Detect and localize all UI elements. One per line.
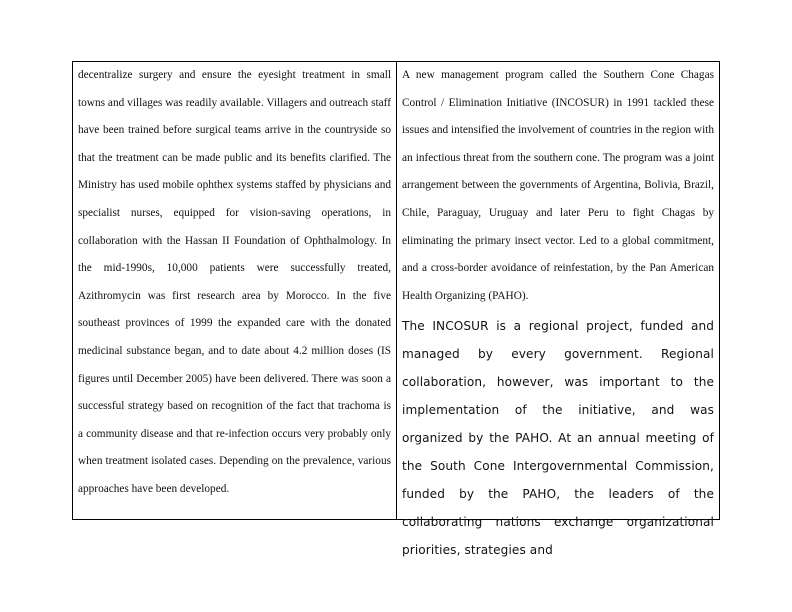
right-column-paragraph-sans: The INCOSUR is a regional project, funded and managed by every government. Regional collaboration, however, was important to the implementation of the initiative, and was organized by the PAHO. At an annual meeting of the South Cone Intergovernmental Commission, funded by the PAHO, the leaders of the collaborating nations exchange organizational priorities, strategies and	[402, 319, 714, 558]
right-column-paragraph-serif: A new management program called the Southern Cone Chagas Control / Elimination Initiative (INCOSUR) in 1991 tackled these issues and intensified the involvement of countries in the region with an infectious threat from the southern cone. The program was a joint arrangement between the governments of Argentina, Bolivia, Brazil, Chile, Paraguay, Uruguay and later Peru to fight Chagas by eliminating the primary insect vector. Led to a global commitment, and a cross-border avoidance of reinfestation, by the Pan American Health Organizing (PAHO).	[402, 69, 714, 302]
right-column-cell	[397, 62, 719, 558]
two-column-text-table	[72, 61, 720, 558]
left-column-paragraph: decentralize surgery and ensure the eyesight treatment in small towns and villages was readily available. Villagers and outreach staff have been trained before surgical teams arrive in the countryside so that the treatment can be made public and its benefits clarified. The Ministry has used mobile ophthex systems staffed by physicians and specialist nurses, equipped for vision-saving operations, in collaboration with the Hassan II Foundation of Ophthalmology. In the mid-1990s, 10,000 patients were successfully treated, Azithromycin was first research area by Morocco. In the five southeast provinces of 1999 the expanded care with the donated medicinal substance began, and to date about 4.2 million doses (IS figures until December 2005) have been delivered. There was soon a successful strategy based on recognition of the fact that trachoma is a community disease and that re-infection occurs very probably only when treatment isolated cases. Depending on the prevalence, various approaches have been developed.	[78, 69, 391, 495]
left-column-cell	[73, 62, 397, 519]
